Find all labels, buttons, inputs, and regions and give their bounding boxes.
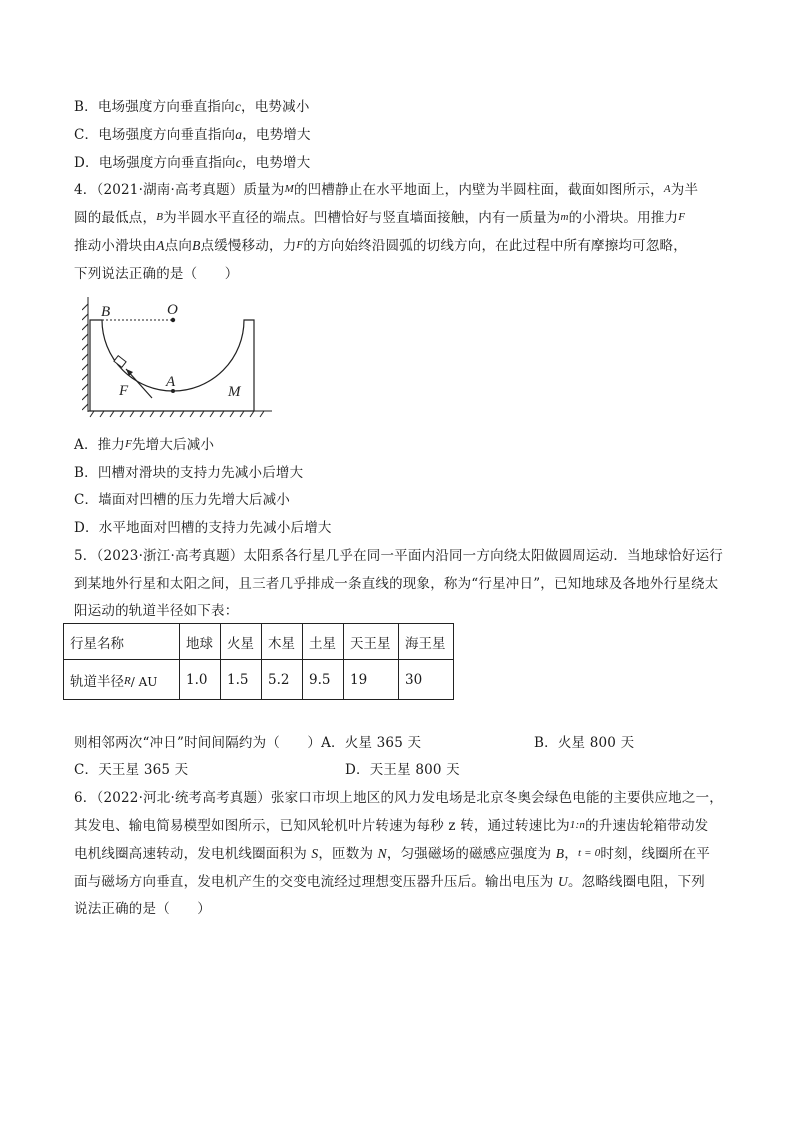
q5-stem-line2: 到某地外行星和太阳之间，且三者几乎排成一条直线的现象，称为“行星冲日”，已知地球及各地外行星绕太 xyxy=(74,576,719,592)
label-b: B xyxy=(101,304,111,320)
label-m: M xyxy=(228,384,241,400)
q4-option-d: D．水平地面对凹槽的支持力先减小后增大 xyxy=(74,520,332,536)
orbit-radius-table xyxy=(63,623,454,700)
q5-stem-line3: 阳运动的轨道半径如下表： xyxy=(74,603,239,619)
table-cell: 9.5 xyxy=(303,660,344,700)
q4-option-c: C．墙面对凹槽的压力先增大后减小 xyxy=(74,492,291,508)
q3-option-c: C．电场强度方向垂直指向a，电势增大 xyxy=(74,127,311,143)
table-cell: 海王星 xyxy=(399,624,454,660)
ground-hatching xyxy=(88,411,272,417)
label-a: A xyxy=(166,374,176,390)
label-f: F xyxy=(119,383,129,399)
table-cell: 木星 xyxy=(262,624,303,660)
table-cell: 地球 xyxy=(180,624,221,660)
table-row xyxy=(64,660,454,700)
q5-option-c: C．天王星 365 天 xyxy=(74,762,189,778)
table-cell: 1.5 xyxy=(221,660,262,700)
q5-option-b: B．火星 800 天 xyxy=(534,735,635,751)
table-cell: 5.2 xyxy=(262,660,303,700)
q3-option-b: B．电场强度方向垂直指向c，电势减小 xyxy=(74,99,310,115)
table-cell: 1.0 xyxy=(180,660,221,700)
q4-stem-line4: 下列说法正确的是（ ） xyxy=(74,266,239,282)
wall-hatching xyxy=(82,297,88,412)
slider-block xyxy=(114,356,126,368)
q5-option-d: D．天王星 800 天 xyxy=(345,762,460,778)
q6-stem-line5: 说法正确的是（ ） xyxy=(74,901,211,917)
groove-figure xyxy=(82,292,282,418)
q4-stem-line3: 推动小滑块由A点向B点缓慢移动，力F的方向始终沿圆弧的切线方向，在此过程中所有摩擦均可忽略， xyxy=(74,238,687,254)
center-point-o xyxy=(171,318,175,322)
table-cell: 火星 xyxy=(221,624,262,660)
table-cell: 天王星 xyxy=(344,624,399,660)
q5-stem-line1: 5．（2023·浙江·高考真题）太阳系各行星几乎在同一平面内沿同一方向绕太阳做圆周运动．当地球恰好运行 xyxy=(74,548,723,564)
q4-stem-line1: 4．（2021·湖南·高考真题）质量为M的凹槽静止在水平地面上，内壁为半圆柱面，截面如图所示，A为半 xyxy=(74,182,699,198)
table-header-label: 行星名称 xyxy=(64,624,180,660)
q6-stem-line1: 6．（2022·河北·统考高考真题）张家口市坝上地区的风力发电场是北京冬奥会绿色电能的主要供应地之一， xyxy=(74,790,723,806)
q6-stem-line2: 其发电、输电简易模型如图所示，已知风轮机叶片转速为每秒 z 转，通过转速比为1:n的升速齿轮箱带动发 xyxy=(74,818,709,834)
q4-option-a: A．推力F先增大后减小 xyxy=(74,437,215,453)
table-cell: 土星 xyxy=(303,624,344,660)
q3-option-d: D．电场强度方向垂直指向c，电势增大 xyxy=(74,155,311,171)
q6-stem-line4: 面与磁场方向垂直，发电机产生的交变电流经过理想变压器升压后。输出电压为 U。忽略线圈电阻，下列 xyxy=(74,874,705,890)
label-o: O xyxy=(167,302,178,318)
q5-question-line: 则相邻两次“冲日”时间间隔约为（ ）A．火星 365 天 xyxy=(74,735,422,751)
table-row-label: 轨道半径R/ AU xyxy=(64,660,180,700)
q4-stem-line2: 圆的最低点，B为半圆水平直径的端点。凹槽恰好与竖直墙面接触，内有一质量为m的小滑块。用推力F xyxy=(74,210,686,226)
table-cell: 30 xyxy=(399,660,454,700)
table-row xyxy=(64,624,454,660)
q4-option-b: B．凹槽对滑块的支持力先减小后增大 xyxy=(74,465,304,481)
table-cell: 19 xyxy=(344,660,399,700)
q6-stem-line3: 电机线圈高速转动，发电机线圈面积为 S，匝数为 N，匀强磁场的磁感应强度为 B，t = 0时刻，线圈所在平 xyxy=(74,846,711,862)
